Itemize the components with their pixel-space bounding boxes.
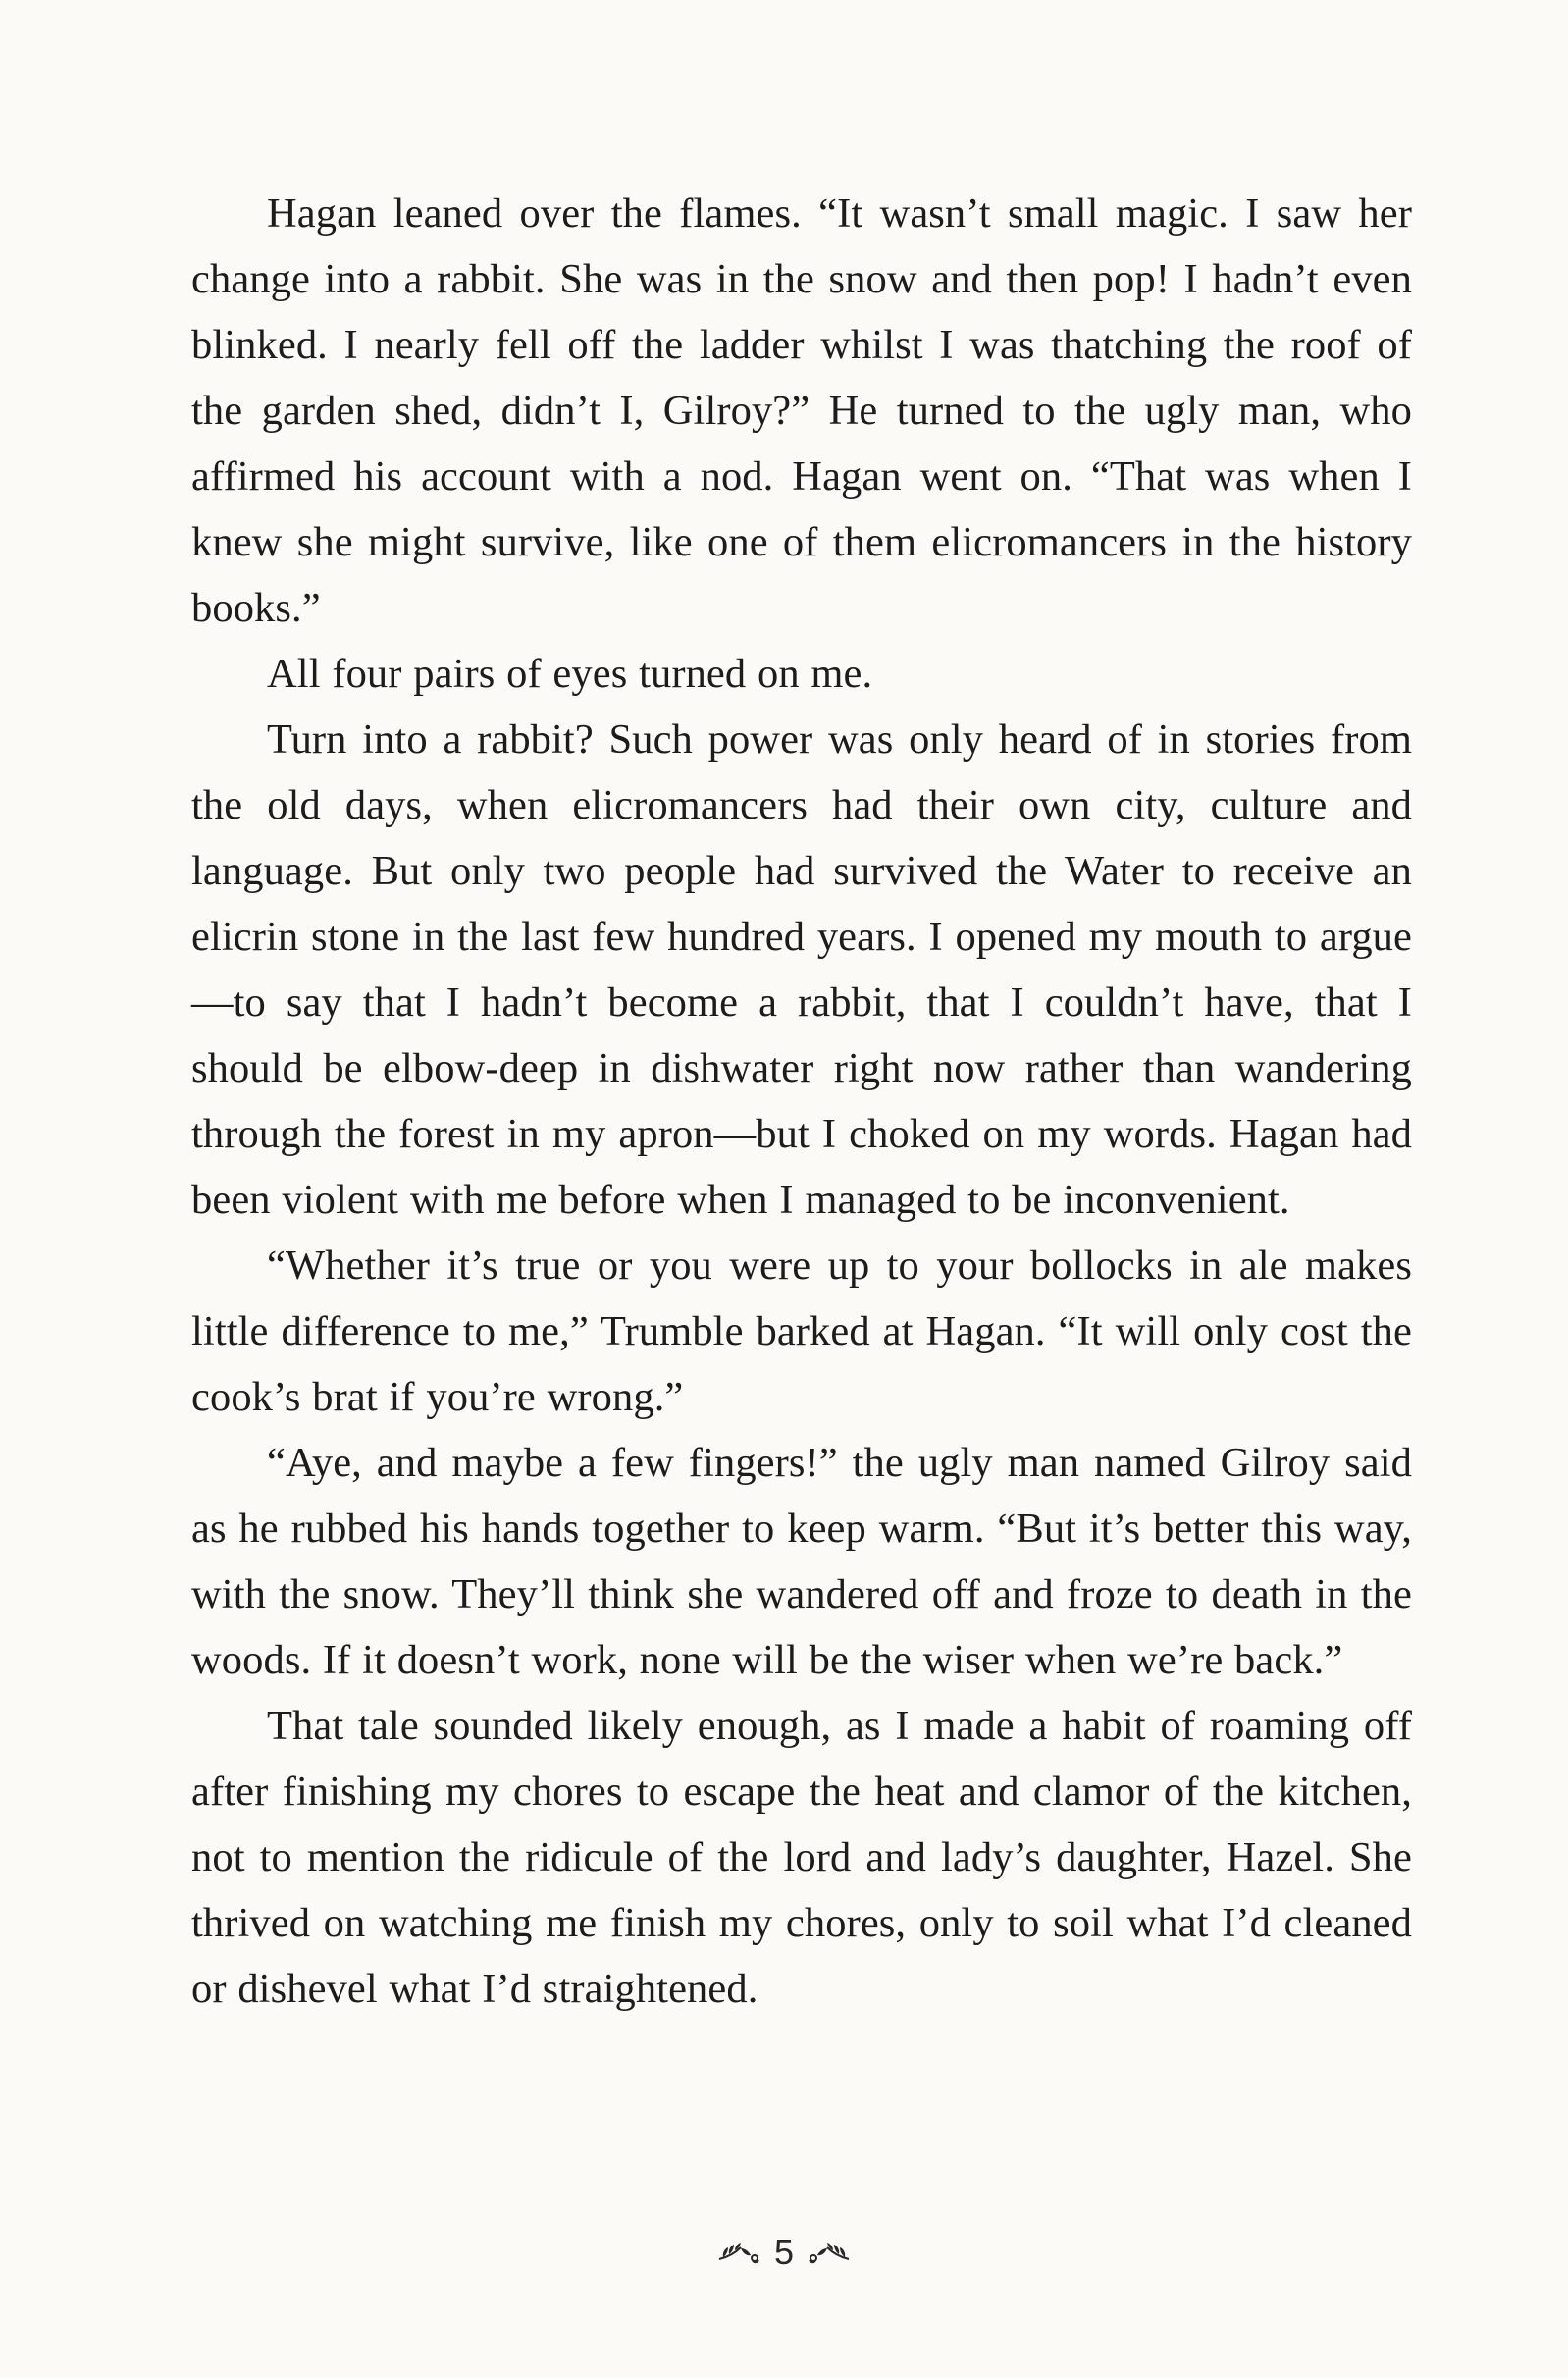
paragraph-5: “Aye, and maybe a few fingers!” the ugly man named Gilroy said as he rubbed his hands together to keep warm. “But it’s better this way, with the snow. They’ll think she wandered off and froze to death in the woods. If it doesn’t work, none will be the wiser when we’re back.” [191, 1440, 1412, 1683]
paragraph-6: That tale sounded likely enough, as I made a habit of roaming off after finishing my chores to escape the heat and clamor of the kitchen, not to mention the ridicule of the lord and lady’s daughter, Hazel. She thrived on watching me finish my chores, only to soil what I’d cleaned or dishevel what I’d straightened. [191, 1703, 1412, 2012]
leaf-ornament-right-icon [808, 2240, 851, 2265]
page-footer [0, 2223, 1568, 2282]
paragraph-2: All four pairs of eyes turned on me. [267, 651, 873, 697]
page-number: 5 [773, 2232, 795, 2272]
paragraph-1: Hagan leaned over the flames. “It wasn’t small magic. I saw her change into a rabbit. She was in the snow and then pop! I hadn’t even blinked. I nearly fell off the ladder whilst I was thatching the roof of the garden shed, didn’t I, Gilroy?” He turned to the ugly man, who affirmed his account with a nod. Hagan went on. “That was when I knew she might survive, like one of them elicromancers in the history books.” [191, 190, 1412, 631]
body-text [191, 181, 1412, 2022]
leaf-ornament-left-icon [717, 2240, 760, 2265]
paragraph-4: “Whether it’s true or you were up to your bollocks in ale makes little difference to me,” Trumble barked at Hagan. “It will only cost the cook’s brat if you’re wrong.” [191, 1242, 1412, 1420]
paragraph-3: Turn into a rabbit? Such power was only heard of in stories from the old days, when elicromancers had their own city, culture and language. But only two people had survived the Water to receive an elicrin stone in the last few hundred years. I opened my mouth to argue—to say that I hadn’t become a rabbit, that I couldn’t have, that I should be elbow-deep in dishwater right now rather than wandering through the forest in my apron—but I choked on my words. Hagan had been violent with me before when I managed to be inconvenient. [191, 716, 1412, 1223]
